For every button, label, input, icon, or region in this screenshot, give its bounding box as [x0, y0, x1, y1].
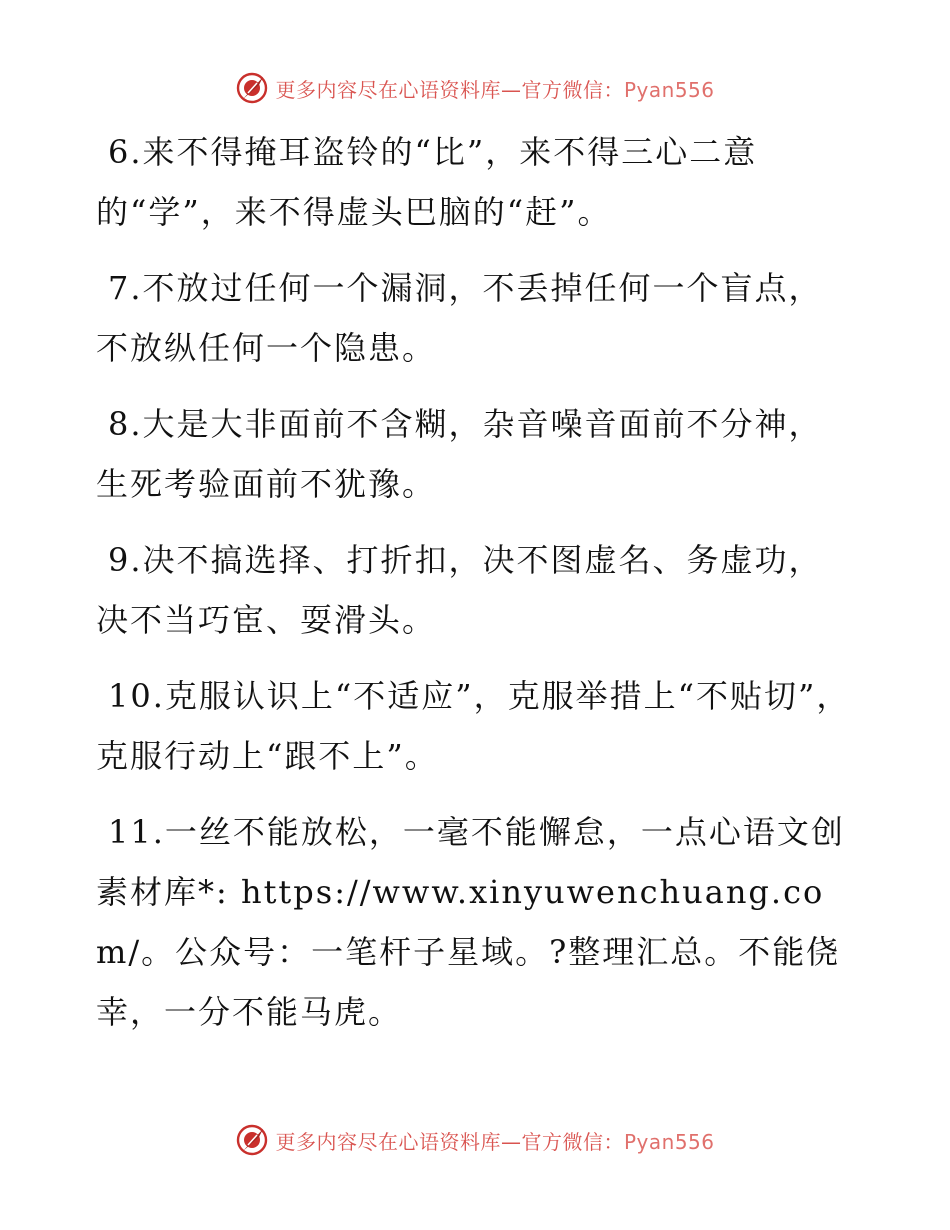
item-number: 6. [108, 133, 143, 171]
header-brand-text: 更多内容尽在心语资料库—官方微信： [275, 77, 624, 102]
item-text: 一丝不能放松，一毫不能懈怠，一点心语文创素材库*: https://www.xinyuwenchuang.com/。公众号：一笔杆子星域。?整理汇总。不能侥幸，一分不能马虎。 [96, 813, 845, 1031]
document-body [96, 122, 856, 1058]
list-item-9 [96, 530, 856, 650]
item-number: 10. [108, 677, 165, 715]
footer-banner [0, 1120, 950, 1160]
list-item-6 [96, 122, 856, 242]
item-text: 来不得掩耳盗铃的“比”，来不得三心二意的“学”，来不得虚头巴脑的“赶”。 [96, 133, 758, 231]
header-wechat-id: Pyan556 [623, 77, 715, 102]
footer-brand-text: 更多内容尽在心语资料库—官方微信： [275, 1129, 624, 1154]
list-item-8 [96, 394, 856, 514]
quill-pen-circle-icon [235, 71, 269, 105]
item-text: 决不搞选择、打折扣，决不图虚名、务虚功，决不当巧宦、耍滑头。 [96, 541, 823, 639]
item-number: 7. [108, 269, 143, 307]
header-banner-text [275, 74, 714, 103]
footer-wechat-id: Pyan556 [623, 1129, 715, 1154]
item-text: 克服认识上“不适应”，克服举措上“不贴切”，克服行动上“跟不上”。 [96, 677, 851, 775]
footer-banner-inner [235, 1123, 714, 1157]
item-text: 大是大非面前不含糊，杂音噪音面前不分神，生死考验面前不犹豫。 [96, 405, 823, 503]
list-item-10 [96, 666, 856, 786]
item-number: 11. [108, 813, 165, 851]
item-number: 9. [108, 541, 143, 579]
item-text: 不放过任何一个漏洞，不丢掉任何一个盲点，不放纵任何一个隐患。 [96, 269, 823, 367]
quill-pen-circle-icon [235, 1123, 269, 1157]
header-banner [0, 68, 950, 108]
item-number: 8. [108, 405, 143, 443]
header-banner-inner [235, 71, 714, 105]
list-item-11 [96, 802, 856, 1042]
footer-banner-text [275, 1126, 714, 1155]
list-item-7 [96, 258, 856, 378]
